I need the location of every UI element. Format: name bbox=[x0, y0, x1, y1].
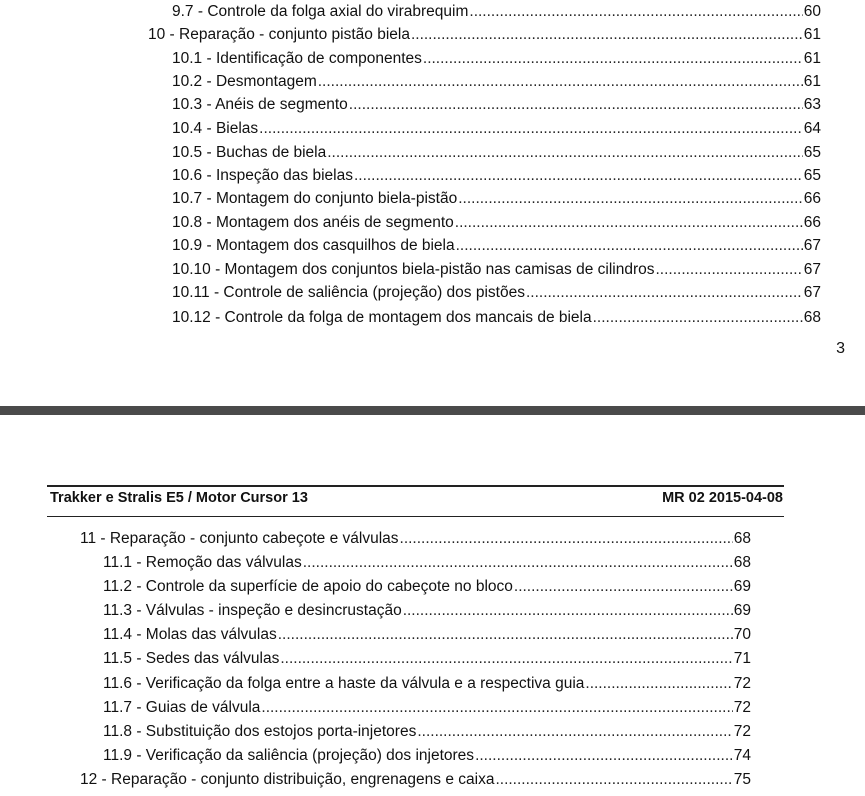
dot-leader bbox=[458, 187, 803, 211]
toc-entry[interactable] bbox=[103, 551, 751, 575]
toc-entry-page: 74 bbox=[733, 747, 751, 764]
toc-entry-label: 11.6 - Verificação da folga entre a haste da válvula e a respectiva guia bbox=[103, 675, 585, 692]
toc-entry-label: 11.4 - Molas das válvulas bbox=[103, 626, 277, 643]
toc-entry-page: 68 bbox=[803, 309, 821, 326]
toc-entry-page: 60 bbox=[803, 3, 821, 20]
toc-entry-label: 11.2 - Controle da superfície de apoio do cabeçote no bloco bbox=[103, 578, 513, 595]
toc-entry-page: 69 bbox=[733, 578, 751, 595]
dot-leader bbox=[526, 281, 803, 305]
dot-leader bbox=[403, 599, 733, 623]
toc-entry-page: 68 bbox=[733, 530, 751, 547]
toc-entry-page: 70 bbox=[733, 626, 751, 643]
dot-leader bbox=[455, 211, 803, 235]
toc-entry-label: 10.9 - Montagem dos casquilhos de biela bbox=[172, 237, 455, 254]
header-revision: MR 02 2015-04-08 bbox=[662, 490, 783, 506]
toc-entry-label: 10.10 - Montagem dos conjuntos biela-pistão nas camisas de cilindros bbox=[172, 261, 655, 278]
toc-entry-label: 11.7 - Guias de válvula bbox=[103, 699, 261, 716]
dot-leader bbox=[514, 575, 733, 599]
toc-entry-label: 10.12 - Controle da folga de montagem dos mancais de biela bbox=[172, 309, 592, 326]
toc-entry-page: 71 bbox=[733, 650, 751, 667]
dot-leader bbox=[278, 623, 733, 647]
dot-leader bbox=[423, 47, 803, 71]
toc-entry-page: 67 bbox=[803, 284, 821, 301]
header-top-rule bbox=[47, 485, 784, 487]
toc-entry-page: 68 bbox=[733, 554, 751, 571]
toc-entry[interactable] bbox=[172, 211, 821, 235]
dot-leader bbox=[655, 258, 802, 282]
toc-entry-label: 11.5 - Sedes das válvulas bbox=[103, 650, 280, 667]
toc-entry-label: 11.9 - Verificação da saliência (projeção) dos injetores bbox=[103, 747, 475, 764]
toc-entry-label: 10.1 - Identificação de componentes bbox=[172, 50, 422, 67]
toc-entry-label: 11 - Reparação - conjunto cabeçote e válvulas bbox=[80, 530, 399, 547]
dot-leader bbox=[469, 0, 802, 24]
header-title: Trakker e Stralis E5 / Motor Cursor 13 bbox=[50, 490, 308, 506]
dot-leader bbox=[280, 647, 732, 671]
dot-leader bbox=[411, 23, 803, 47]
toc-entry-page: 67 bbox=[803, 237, 821, 254]
toc-entry-label: 10.5 - Buchas de biela bbox=[172, 144, 327, 161]
toc-entry-label: 11.3 - Válvulas - inspeção e desincrustação bbox=[103, 602, 402, 619]
dot-leader bbox=[495, 768, 732, 792]
toc-entry[interactable] bbox=[172, 281, 821, 305]
dot-leader bbox=[303, 551, 733, 575]
toc-entry[interactable] bbox=[103, 599, 751, 623]
toc-entry-page: 72 bbox=[733, 723, 751, 740]
dot-leader bbox=[400, 527, 733, 551]
toc-entry[interactable] bbox=[172, 306, 821, 330]
dot-leader bbox=[456, 234, 803, 258]
toc-entry-label: 12 - Reparação - conjunto distribuição, engrenagens e caixa bbox=[80, 771, 495, 788]
toc-entry[interactable] bbox=[172, 164, 821, 188]
toc-entry[interactable] bbox=[172, 258, 821, 282]
toc-entry[interactable] bbox=[148, 23, 821, 47]
toc-entry-page: 66 bbox=[803, 214, 821, 231]
dot-leader bbox=[349, 93, 803, 117]
toc-entry-label: 10.8 - Montagem dos anéis de segmento bbox=[172, 214, 454, 231]
toc-entry[interactable] bbox=[103, 623, 751, 647]
toc-entry-page: 75 bbox=[733, 771, 751, 788]
toc-entry-label: 10.3 - Anéis de segmento bbox=[172, 96, 348, 113]
toc-entry[interactable] bbox=[103, 720, 751, 744]
toc-entry[interactable] bbox=[103, 672, 751, 696]
toc-entry-label: 10.7 - Montagem do conjunto biela-pistão bbox=[172, 190, 458, 207]
dot-leader bbox=[417, 720, 732, 744]
toc-entry[interactable] bbox=[172, 0, 821, 24]
toc-entry-page: 64 bbox=[803, 120, 821, 137]
dot-leader bbox=[327, 141, 803, 165]
toc-entry-page: 65 bbox=[803, 167, 821, 184]
toc-entry-page: 61 bbox=[803, 50, 821, 67]
toc-entry[interactable] bbox=[80, 768, 751, 792]
toc-entry-page: 63 bbox=[803, 96, 821, 113]
toc-entry[interactable] bbox=[172, 234, 821, 258]
toc-entry-page: 72 bbox=[733, 675, 751, 692]
dot-leader bbox=[259, 117, 803, 141]
page-separator bbox=[0, 406, 865, 415]
toc-entry-label: 10.6 - Inspeção das bielas bbox=[172, 167, 353, 184]
toc-entry-page: 65 bbox=[803, 144, 821, 161]
toc-entry-page: 61 bbox=[803, 73, 821, 90]
dot-leader bbox=[593, 306, 803, 330]
toc-entry-label: 11.8 - Substituição dos estojos porta-injetores bbox=[103, 723, 417, 740]
dot-leader bbox=[585, 672, 732, 696]
dot-leader bbox=[318, 70, 803, 94]
toc-entry-label: 9.7 - Controle da folga axial do virabrequim bbox=[172, 3, 469, 20]
toc-entry[interactable] bbox=[172, 187, 821, 211]
toc-entry[interactable] bbox=[172, 93, 821, 117]
toc-entry[interactable] bbox=[172, 117, 821, 141]
dot-leader bbox=[475, 744, 733, 768]
toc-entry[interactable] bbox=[103, 575, 751, 599]
toc-entry-page: 67 bbox=[803, 261, 821, 278]
toc-entry-page: 61 bbox=[803, 26, 821, 43]
toc-entry[interactable] bbox=[103, 647, 751, 671]
toc-entry-label: 10 - Reparação - conjunto pistão biela bbox=[148, 26, 410, 43]
header-bottom-rule bbox=[47, 516, 784, 517]
toc-entry-label: 10.2 - Desmontagem bbox=[172, 73, 317, 90]
toc-entry-label: 10.4 - Bielas bbox=[172, 120, 259, 137]
toc-entry-page: 66 bbox=[803, 190, 821, 207]
toc-entry[interactable] bbox=[103, 744, 751, 768]
toc-entry[interactable] bbox=[172, 47, 821, 71]
toc-entry[interactable] bbox=[80, 527, 751, 551]
toc-entry[interactable] bbox=[103, 696, 751, 720]
toc-entry-label: 10.11 - Controle de saliência (projeção) dos pistões bbox=[172, 284, 525, 301]
toc-entry[interactable] bbox=[172, 70, 821, 94]
dot-leader bbox=[354, 164, 803, 188]
toc-entry-label: 11.1 - Remoção das válvulas bbox=[103, 554, 302, 571]
dot-leader bbox=[261, 696, 732, 720]
page-number: 3 bbox=[836, 340, 845, 357]
toc-entry-page: 72 bbox=[733, 699, 751, 716]
toc-entry[interactable] bbox=[172, 141, 821, 165]
running-header bbox=[50, 490, 783, 506]
toc-entry-page: 69 bbox=[733, 602, 751, 619]
